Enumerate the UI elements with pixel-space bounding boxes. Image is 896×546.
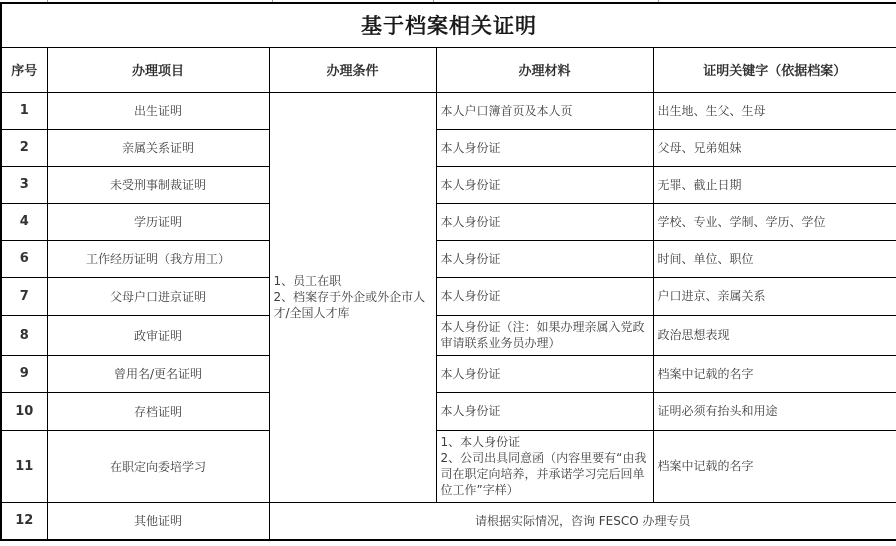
material-line: 1、本人身份证 xyxy=(440,435,521,449)
item-cell: 政审证明 xyxy=(47,315,269,355)
item-cell: 学历证明 xyxy=(47,203,269,240)
note-cell: 请根据实际情况，咨询 FESCO 办理专员 xyxy=(269,502,896,540)
material-cell: 本人身份证 xyxy=(436,277,653,315)
col-header-condition: 办理条件 xyxy=(269,47,436,92)
material-cell: 本人身份证 xyxy=(436,240,653,277)
archive-certificates-table xyxy=(0,2,896,541)
keywords-cell: 证明必须有抬头和用途 xyxy=(653,392,896,430)
col-header-keywords: 证明关键字（依据档案） xyxy=(653,47,896,92)
table-row xyxy=(1,355,896,392)
row-number: 1 xyxy=(1,92,47,129)
keywords-cell: 政治思想表现 xyxy=(653,315,896,355)
header-row xyxy=(1,47,896,92)
item-cell: 其他证明 xyxy=(47,502,269,540)
col-header-item: 办理项目 xyxy=(47,47,269,92)
table-row xyxy=(1,203,896,240)
material-cell: 本人户口簿首页及本人页 xyxy=(436,92,653,129)
material-cell: 本人身份证 xyxy=(436,203,653,240)
row-number: 3 xyxy=(1,166,47,203)
material-cell: 本人身份证 xyxy=(436,355,653,392)
table-row xyxy=(1,430,896,502)
row-number: 2 xyxy=(1,129,47,166)
table-row xyxy=(1,166,896,203)
row-number: 9 xyxy=(1,355,47,392)
item-cell: 未受刑事制裁证明 xyxy=(47,166,269,203)
condition-line: 1、员工在职 xyxy=(273,274,342,288)
table-row xyxy=(1,392,896,430)
condition-cell xyxy=(269,92,436,502)
material-cell: 本人身份证（注：如果办理亲属入党政审请联系业务员办理） xyxy=(436,315,653,355)
row-number: 6 xyxy=(1,240,47,277)
row-number: 11 xyxy=(1,430,47,502)
condition-line: 2、档案存于外企或外企市人才/全国人才库 xyxy=(273,290,426,320)
table-row xyxy=(1,129,896,166)
keywords-cell: 户口进京、亲属关系 xyxy=(653,277,896,315)
title-row xyxy=(1,3,896,47)
row-number: 7 xyxy=(1,277,47,315)
col-header-material: 办理材料 xyxy=(436,47,653,92)
row-number: 12 xyxy=(1,502,47,540)
keywords-cell: 无罪、截止日期 xyxy=(653,166,896,203)
keywords-cell: 出生地、生父、生母 xyxy=(653,92,896,129)
material-cell: 本人身份证 xyxy=(436,166,653,203)
keywords-cell: 学校、专业、学制、学历、学位 xyxy=(653,203,896,240)
material-line: 2、公司出具同意函（内容里要有“由我司在职定向培养，并承诺学习完后回单位工作”字样） xyxy=(440,451,647,497)
keywords-cell: 档案中记载的名字 xyxy=(653,355,896,392)
item-cell: 亲属关系证明 xyxy=(47,129,269,166)
item-cell: 出生证明 xyxy=(47,92,269,129)
table-row xyxy=(1,315,896,355)
col-header-no: 序号 xyxy=(1,47,47,92)
item-cell: 存档证明 xyxy=(47,392,269,430)
table-row xyxy=(1,502,896,540)
material-cell: 本人身份证 xyxy=(436,392,653,430)
keywords-cell: 时间、单位、职位 xyxy=(653,240,896,277)
row-number: 8 xyxy=(1,315,47,355)
table-row xyxy=(1,240,896,277)
row-number: 10 xyxy=(1,392,47,430)
item-cell: 父母户口进京证明 xyxy=(47,277,269,315)
item-cell: 工作经历证明（我方用工） xyxy=(47,240,269,277)
table-row xyxy=(1,277,896,315)
row-number: 4 xyxy=(1,203,47,240)
keywords-cell: 档案中记载的名字 xyxy=(653,430,896,502)
item-cell: 曾用名/更名证明 xyxy=(47,355,269,392)
table-title: 基于档案相关证明 xyxy=(1,3,896,47)
keywords-cell: 父母、兄弟姐妹 xyxy=(653,129,896,166)
material-cell: 本人身份证 xyxy=(436,129,653,166)
table-row xyxy=(1,92,896,129)
item-cell: 在职定向委培学习 xyxy=(47,430,269,502)
material-cell xyxy=(436,430,653,502)
